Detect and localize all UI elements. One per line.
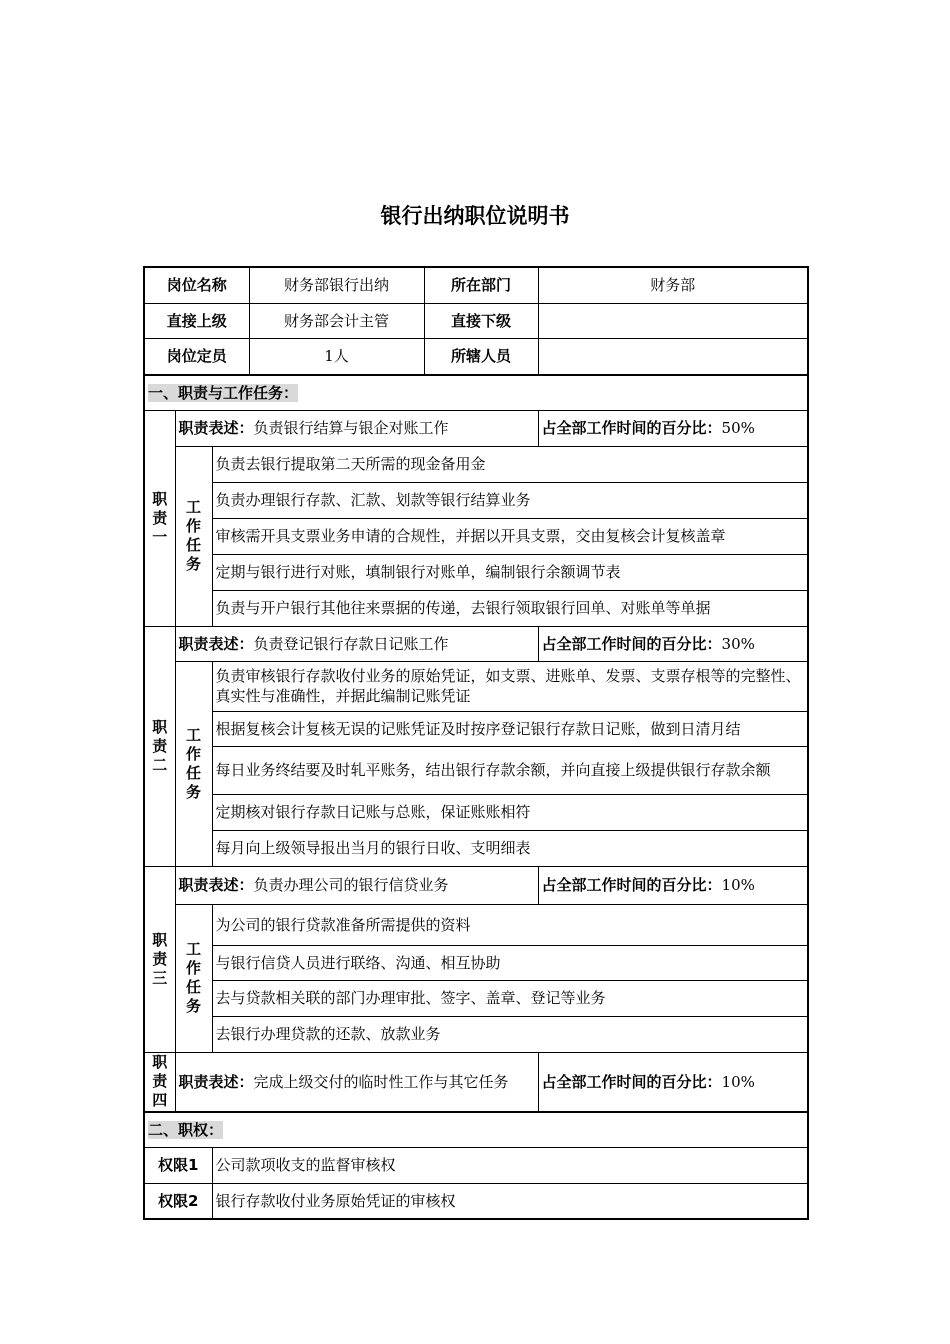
duty-1-task-5 <box>144 590 808 626</box>
task-item: 去银行办理贷款的还款、放款业务 <box>212 1016 808 1052</box>
section-2-title: 二、职权： <box>148 1120 224 1139</box>
staff-label: 所辖人员 <box>424 338 538 375</box>
duty-1-percent: 占全部工作时间的百分比：50% <box>538 410 808 446</box>
duty-1-name: 职责一 <box>144 410 175 626</box>
info-row-2 <box>144 303 808 338</box>
duty-3-tasks-label: 工作任务 <box>175 904 212 1052</box>
authority-1-value: 公司款项收支的监督审核权 <box>212 1147 808 1183</box>
section-1-header <box>144 375 808 410</box>
task-item: 审核需开具支票业务申请的合规性，并据以开具支票，交由复核会计复核盖章 <box>212 518 808 554</box>
task-item: 负责与开户银行其他往来票据的传递，去银行领取银行回单、对账单等单据 <box>212 590 808 626</box>
duty-4-name: 职责四 <box>144 1052 175 1112</box>
authority-2-label: 权限2 <box>144 1183 212 1219</box>
duty-3-percent: 占全部工作时间的百分比：10% <box>538 866 808 904</box>
duty-4-desc-row <box>144 1052 808 1112</box>
headcount-label: 岗位定员 <box>144 338 249 375</box>
duty-1-desc-row <box>144 410 808 446</box>
task-item: 根据复核会计复核无误的记账凭证及时按序登记银行存款日记账，做到日清月结 <box>212 711 808 746</box>
info-row-3 <box>144 338 808 375</box>
task-item: 负责办理银行存款、汇款、划款等银行结算业务 <box>212 482 808 518</box>
duty-3-desc-row <box>144 866 808 904</box>
task-item: 与银行信贷人员进行联络、沟通、相互协助 <box>212 945 808 980</box>
task-item: 定期与银行进行对账，填制银行对账单，编制银行余额调节表 <box>212 554 808 590</box>
duty-2-name: 职责二 <box>144 626 175 866</box>
duty-2-task-2 <box>144 711 808 746</box>
task-item: 每月向上级领导报出当月的银行日收、支明细表 <box>212 830 808 866</box>
duty-2-task-3 <box>144 746 808 794</box>
job-description-table <box>143 266 809 1220</box>
task-item: 每日业务终结要及时轧平账务，结出银行存款余额，并向直接上级提供银行存款余额 <box>212 746 808 794</box>
subordinate-label: 直接下级 <box>424 303 538 338</box>
authority-2-value: 银行存款收付业务原始凭证的审核权 <box>212 1183 808 1219</box>
task-item: 定期核对银行存款日记账与总账，保证账账相符 <box>212 794 808 830</box>
duty-2-desc-row <box>144 626 808 661</box>
duty-3-task-2 <box>144 945 808 980</box>
duty-1-desc: 职责表述：负责银行结算与银企对账工作 <box>175 410 538 446</box>
task-item: 为公司的银行贷款准备所需提供的资料 <box>212 904 808 945</box>
info-row-1 <box>144 267 808 303</box>
task-item: 负责审核银行存款收付业务的原始凭证，如支票、进账单、发票、支票存根等的完整性、真实性与准确性，并据此编制记账凭证 <box>212 661 808 711</box>
position-name-label: 岗位名称 <box>144 267 249 303</box>
superior-label: 直接上级 <box>144 303 249 338</box>
duty-1-task-2 <box>144 482 808 518</box>
duty-2-task-5 <box>144 830 808 866</box>
duty-1-task-1 <box>144 446 808 482</box>
duty-3-task-3 <box>144 980 808 1016</box>
position-name-value: 财务部银行出纳 <box>249 267 424 303</box>
task-item: 去与贷款相关联的部门办理审批、签字、盖章、登记等业务 <box>212 980 808 1016</box>
task-item: 负责去银行提取第二天所需的现金备用金 <box>212 446 808 482</box>
duty-3-desc: 职责表述：负责办理公司的银行信贷业务 <box>175 866 538 904</box>
section-2-header <box>144 1112 808 1147</box>
page-title: 银行出纳职位说明书 <box>380 204 570 228</box>
authority-row-2 <box>144 1183 808 1219</box>
duty-2-task-4 <box>144 794 808 830</box>
staff-value <box>538 338 808 375</box>
duty-1-tasks-label: 工作任务 <box>175 446 212 626</box>
duty-3-task-4 <box>144 1016 808 1052</box>
duty-2-task-1 <box>144 661 808 711</box>
duty-2-desc: 职责表述：负责登记银行存款日记账工作 <box>175 626 538 661</box>
duty-2-percent: 占全部工作时间的百分比：30% <box>538 626 808 661</box>
duty-3-task-1 <box>144 904 808 945</box>
duty-1-task-4 <box>144 554 808 590</box>
superior-value: 财务部会计主管 <box>249 303 424 338</box>
duty-4-percent: 占全部工作时间的百分比：10% <box>538 1052 808 1112</box>
duty-1-task-3 <box>144 518 808 554</box>
duty-2-tasks-label: 工作任务 <box>175 661 212 866</box>
headcount-value: 1人 <box>249 338 424 375</box>
department-label: 所在部门 <box>424 267 538 303</box>
duty-4-desc: 职责表述：完成上级交付的临时性工作与其它任务 <box>175 1052 538 1112</box>
department-value: 财务部 <box>538 267 808 303</box>
authority-1-label: 权限1 <box>144 1147 212 1183</box>
section-1-title: 一、职责与工作任务： <box>148 383 299 402</box>
authority-row-1 <box>144 1147 808 1183</box>
subordinate-value <box>538 303 808 338</box>
duty-3-name: 职责三 <box>144 866 175 1052</box>
